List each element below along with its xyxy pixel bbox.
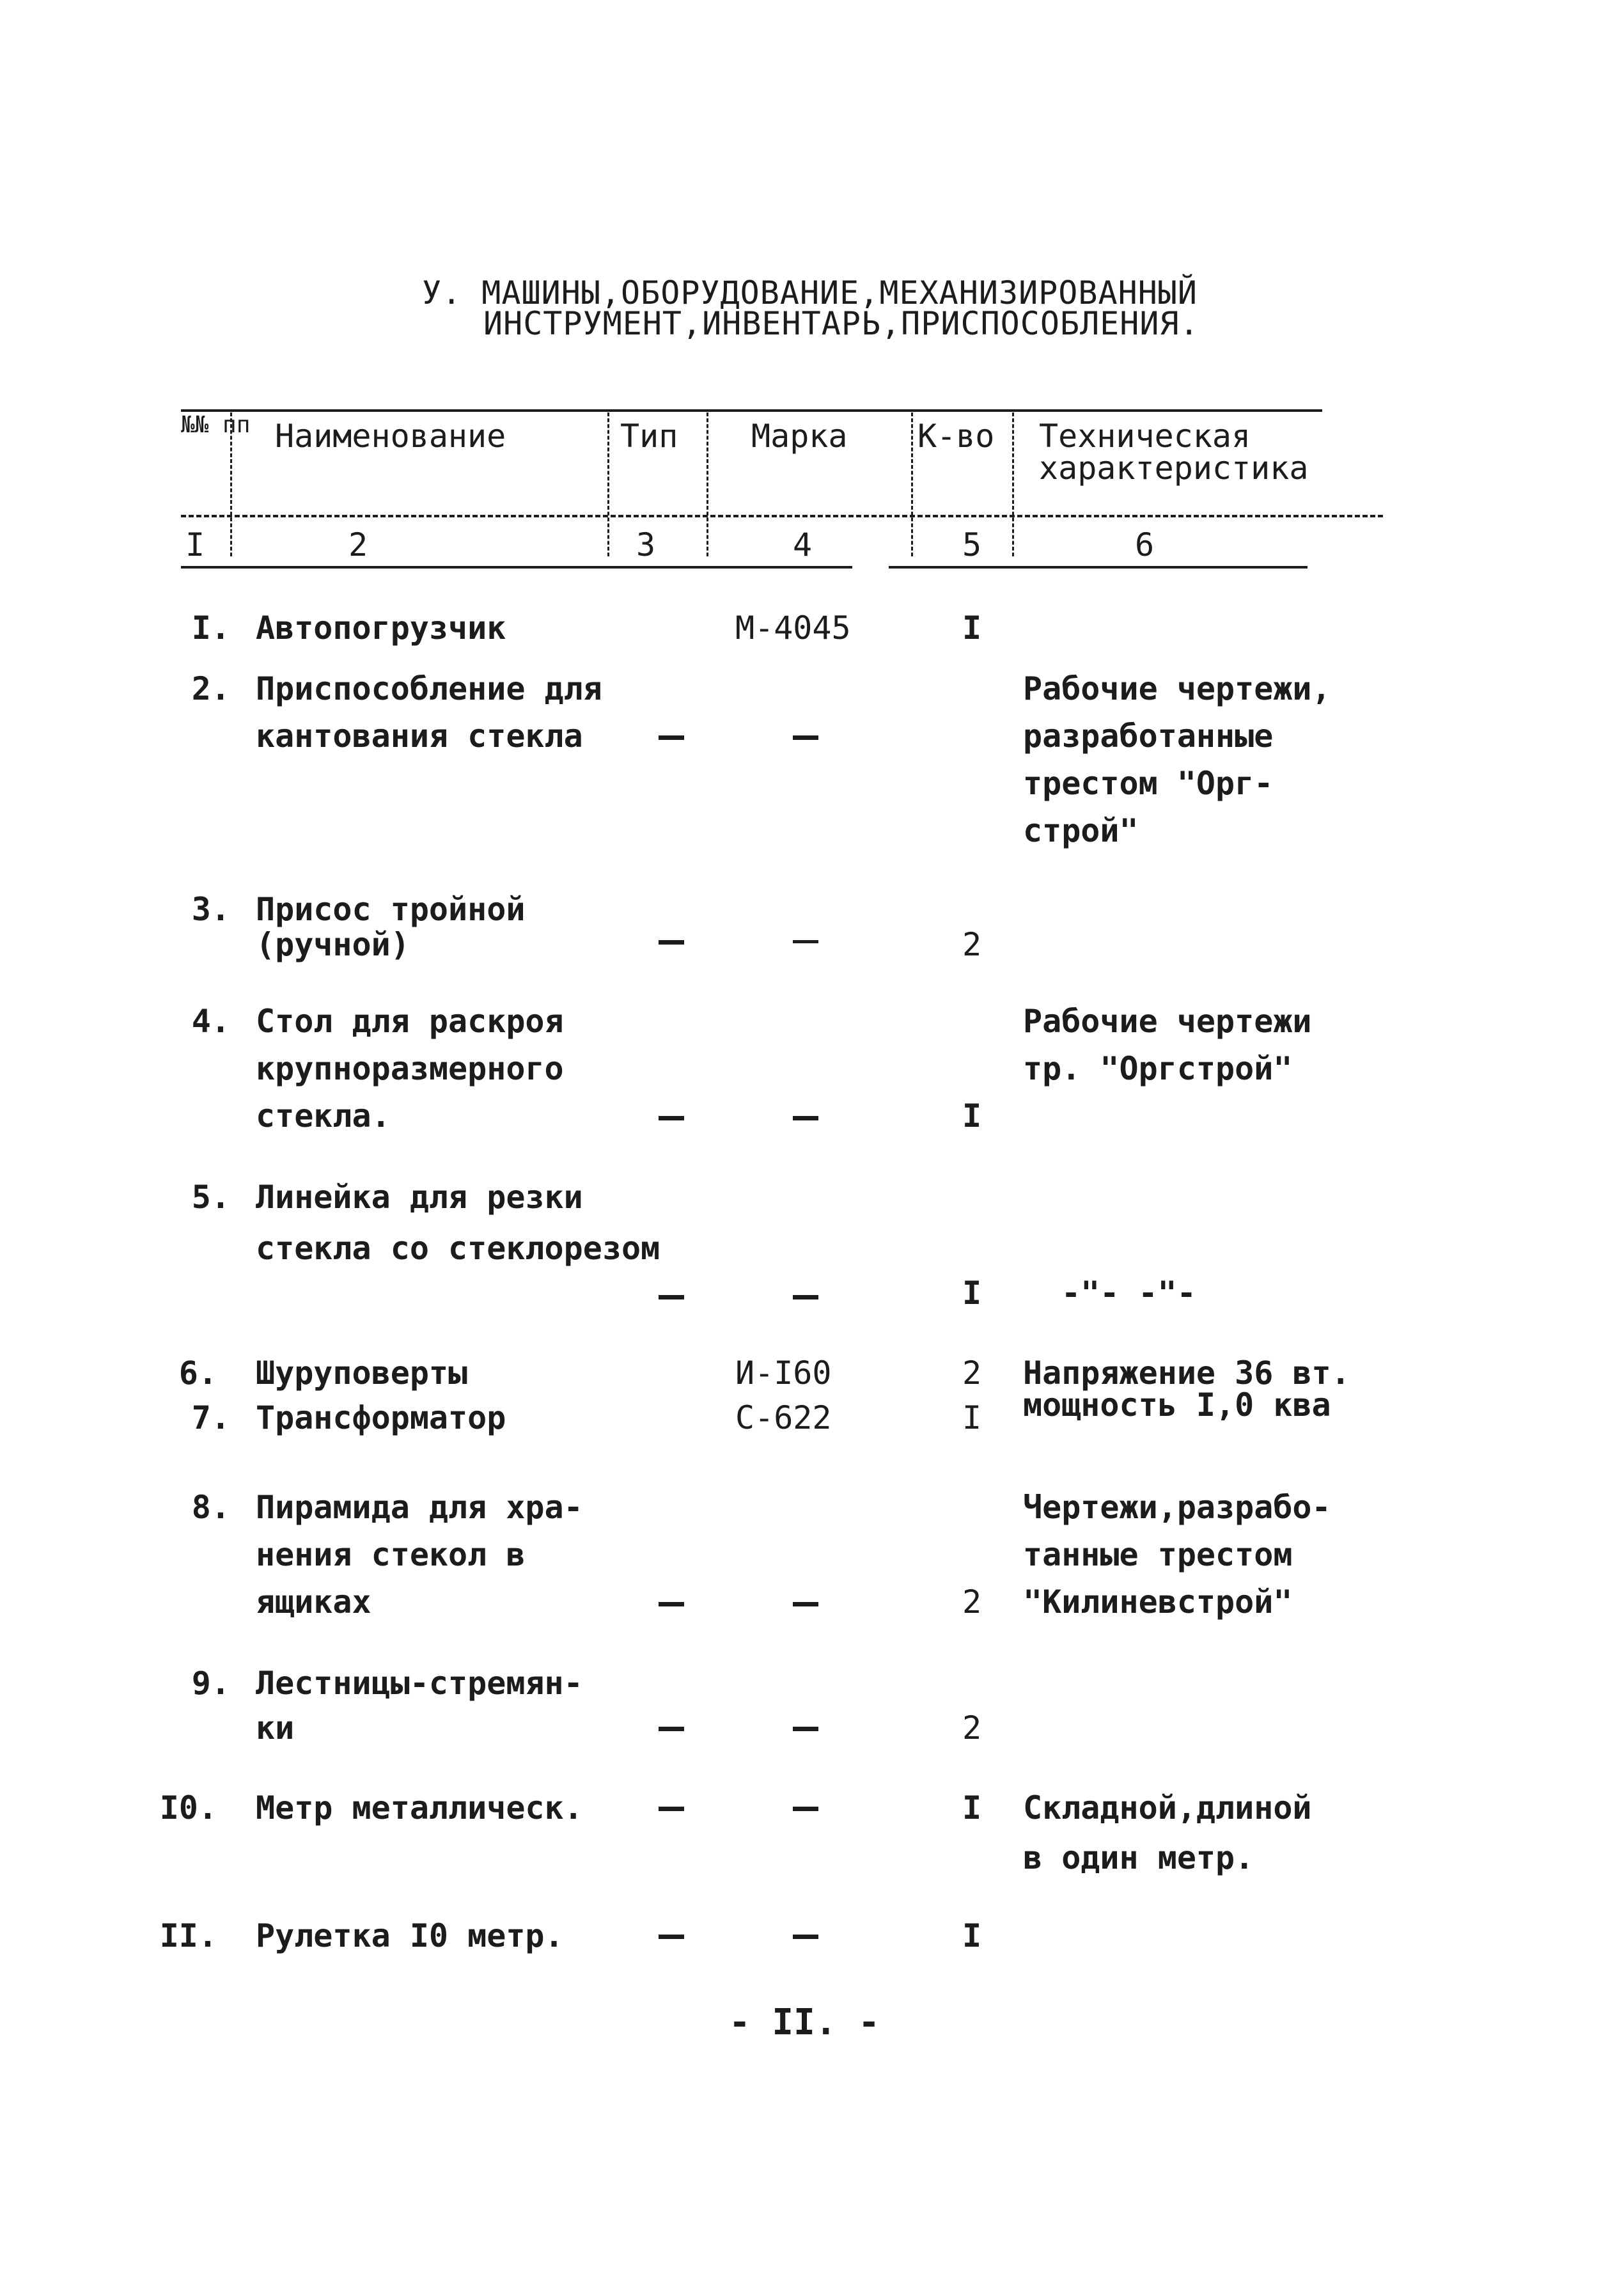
col-divider — [230, 412, 232, 556]
row-8-tech-line-3: "Килиневстрой" — [1023, 1583, 1293, 1621]
col-divider — [1012, 412, 1014, 556]
row-7-tech: мощность I,0 ква — [1023, 1386, 1331, 1424]
row-9-qty: 2 — [962, 1709, 982, 1747]
row-4-tech-line-2: тр. "Оргстрой" — [1023, 1050, 1293, 1087]
row-5-name-line-2: стекла со стеклорезом — [256, 1230, 660, 1267]
header-qty: К-во — [917, 418, 995, 455]
row-10-name: Метр металлическ. — [256, 1789, 583, 1826]
col-number-2: 2 — [348, 526, 368, 563]
row-11-num: II. — [159, 1917, 217, 1954]
row-5-tech: -"- -"- — [1061, 1275, 1196, 1312]
row-11-qty: I — [962, 1917, 982, 1954]
col-divider — [607, 412, 609, 556]
row-8-mark-dash — [793, 1602, 818, 1606]
header-tech-line-1: Техническая — [1039, 418, 1251, 455]
row-2-name-line-2: кантования стекла — [256, 718, 583, 755]
row-3-mark-dash — [793, 940, 818, 943]
row-2-name-line-1: Приспособление для — [256, 670, 602, 707]
header-type: Тип — [620, 418, 678, 455]
row-8-type-dash — [659, 1602, 684, 1606]
row-4-tech-line-1: Рабочие чертежи — [1023, 1003, 1312, 1040]
row-2-mark-dash — [793, 735, 818, 740]
row-2-type-dash — [659, 735, 684, 740]
row-11-mark-dash — [793, 1935, 818, 1939]
row-7-num: 7. — [191, 1399, 230, 1436]
row-2-num: 2. — [191, 670, 230, 707]
row-10-num: I0. — [159, 1789, 217, 1826]
row-1-mark: М-4045 — [735, 609, 851, 647]
row-6-name: Шуруповерты — [256, 1354, 468, 1392]
row-2-tech-line-3: трестом "Орг- — [1023, 765, 1274, 802]
row-1-qty: I — [962, 609, 982, 647]
row-9-mark-dash — [793, 1727, 818, 1731]
row-8-qty: 2 — [962, 1583, 982, 1621]
section-title-line-1: У. МАШИНЫ,ОБОРУДОВАНИЕ,МЕХАНИЗИРОВАННЫЙ — [422, 274, 1198, 311]
row-4-qty: I — [962, 1097, 982, 1134]
row-3-name-line-2: (ручной) — [256, 926, 410, 963]
header-name: Наименование — [275, 418, 506, 455]
row-9-name-line-2: ки — [256, 1709, 295, 1747]
row-6-num: 6. — [178, 1354, 217, 1392]
row-8-name-line-3: ящиках — [256, 1583, 371, 1621]
row-4-type-dash — [659, 1116, 684, 1120]
row-6-mark: И-I60 — [735, 1354, 832, 1392]
col-divider — [911, 412, 913, 556]
row-3-num: 3. — [191, 891, 230, 928]
header-mark: Марка — [751, 418, 848, 455]
row-5-mark-dash — [793, 1295, 818, 1299]
row-9-type-dash — [659, 1727, 684, 1731]
row-6-qty: 2 — [962, 1354, 982, 1392]
row-5-num: 5. — [191, 1179, 230, 1216]
col-number-4: 4 — [793, 526, 813, 563]
row-5-type-dash — [659, 1295, 684, 1299]
row-4-name-line-1: Стол для раскроя — [256, 1003, 564, 1040]
header-bottom-rule — [181, 566, 852, 569]
row-7-qty: I — [962, 1399, 982, 1436]
row-10-qty: I — [962, 1789, 982, 1826]
col-number-1: I — [185, 526, 205, 563]
row-11-name: Рулетка I0 метр. — [256, 1917, 564, 1954]
row-10-tech-line-1: Складной,длиной — [1023, 1789, 1312, 1826]
row-8-tech-line-1: Чертежи,разрабо- — [1023, 1489, 1331, 1526]
row-2-tech-line-4: строй" — [1023, 812, 1139, 849]
row-1-num: I. — [191, 609, 230, 647]
col-number-3: 3 — [636, 526, 656, 563]
col-number-6: 6 — [1135, 526, 1155, 563]
row-4-num: 4. — [191, 1003, 230, 1040]
row-6-tech: Напряжение 36 вт. — [1023, 1354, 1350, 1392]
row-8-name-line-2: нения стекол в — [256, 1536, 526, 1573]
row-3-name-line-1: Присос тройной — [256, 891, 526, 928]
row-5-qty: I — [962, 1275, 982, 1312]
row-4-name-line-3: стекла. — [256, 1097, 391, 1134]
page-number: - II. - — [729, 2002, 880, 2043]
row-8-num: 8. — [191, 1489, 230, 1526]
header-dashed-rule — [181, 515, 1383, 517]
row-4-mark-dash — [793, 1116, 818, 1120]
row-3-type-dash — [659, 940, 684, 945]
row-9-num: 9. — [191, 1665, 230, 1702]
row-7-mark: С-622 — [735, 1399, 832, 1436]
table-top-rule — [181, 409, 1322, 412]
row-10-tech-line-2: в один метр. — [1023, 1839, 1254, 1876]
row-10-type-dash — [659, 1807, 684, 1811]
row-1-name: Автопогрузчик — [256, 609, 506, 647]
row-7-name: Трансформатор — [256, 1399, 506, 1436]
row-8-tech-line-2: танные трестом — [1023, 1536, 1293, 1573]
section-title-line-2: ИНСТРУМЕНТ,ИНВЕНТАРЬ,ПРИСПОСОБЛЕНИЯ. — [483, 305, 1199, 342]
header-tech-line-2: характеристика — [1039, 450, 1309, 487]
header-bottom-rule — [889, 566, 1308, 569]
row-5-name-line-1: Линейка для резки — [256, 1179, 583, 1216]
col-divider — [707, 412, 708, 556]
header-num: №№ пп — [181, 412, 251, 438]
row-11-type-dash — [659, 1935, 684, 1939]
row-2-tech-line-2: разработанные — [1023, 718, 1274, 755]
row-10-mark-dash — [793, 1807, 818, 1811]
row-4-name-line-2: крупноразмерного — [256, 1050, 564, 1087]
row-2-tech-line-1: Рабочие чертежи, — [1023, 670, 1331, 707]
row-9-name-line-1: Лестницы-стремян- — [256, 1665, 583, 1702]
row-3-qty: 2 — [962, 926, 982, 963]
row-8-name-line-1: Пирамида для хра- — [256, 1489, 583, 1526]
col-number-5: 5 — [962, 526, 982, 563]
